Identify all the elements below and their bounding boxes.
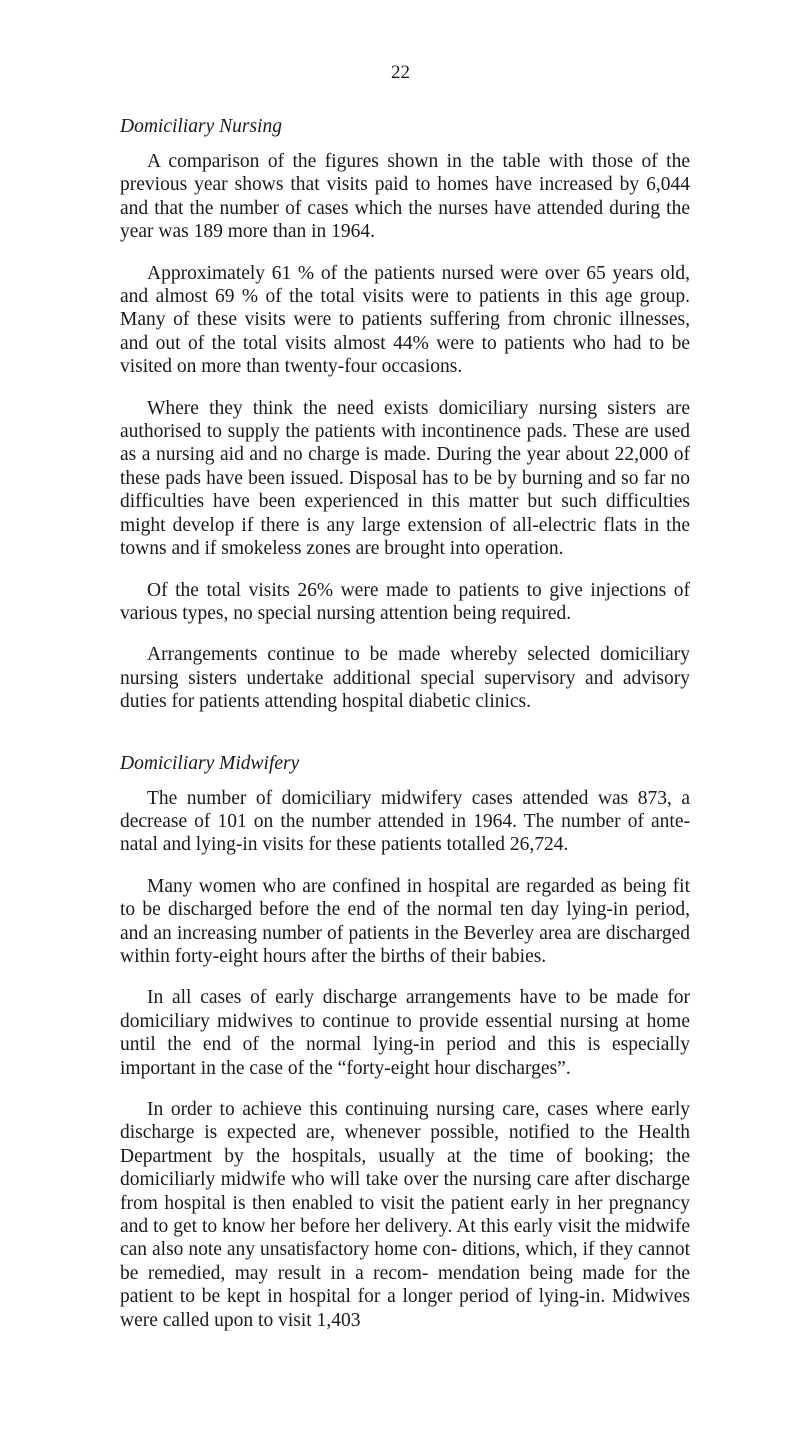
section-domiciliary-nursing: [120, 114, 690, 714]
paragraph: Many women who are confined in hospital are regarded as being fit to be discharged before the end of the normal ten day lying-in period, and an increasing number of patients in the Beverley area are discharged within forty-eight hours after the births of their babies.: [120, 875, 690, 967]
paragraph: Where they think the need exists domiciliary nursing sisters are authorised to supply the patients with incontinence pads. These are used as a nursing aid and no charge is made. During the year about 22,000 of these pads have been issued. Disposal has to be by burning and so far no difficulties have been experienced in this matter but such difficulties might develop if there is any large extension of all-electric flats in the towns and if smokeless zones are brought into operation.: [120, 397, 690, 560]
section-heading: Domiciliary Nursing: [120, 116, 282, 137]
paragraph: Of the total visits 26% were made to patients to give injections of various types, no special nursing attention being required.: [120, 579, 690, 624]
paragraph: Approximately 61 % of the patients nursed were over 65 years old, and almost 69 % of the total visits were to patients in this age group. Many of these visits were to patients suffering from chronic illnesses, and out of the total visits almost 44% were to patients who had to be visited on more than twenty-four occasions.: [120, 262, 690, 378]
section-domiciliary-midwifery: [120, 751, 690, 1333]
paragraph: In all cases of early discharge arrangements have to be made for domiciliary midwives to continue to provide essential nursing at home until the end of the normal lying-in period and this is especially important in the case of the “forty-eight hour discharges”.: [120, 987, 690, 1079]
page-number: 22: [391, 62, 410, 83]
paragraph: The number of domiciliary midwifery cases attended was 873, a decrease of 101 on the number attended in 1964. The number of ante-natal and lying-in visits for these patients totalled 26,724.: [120, 787, 690, 856]
section-heading: Domiciliary Midwifery: [120, 752, 300, 774]
paragraph: In order to achieve this continuing nursing care, cases where early discharge is expected are, whenever possible, notified to the Health Department by the hospitals, usually at the time of booking; the domiciliarly midwife who will take over the nursing care after discharge from hospital is then enabled to visit the patient early in her pregnancy and to get to know her before her delivery. At this early visit the midwife can also note any unsatisfactory home con- ditions, which, if they cannot be remedied, may result in a recom- mendation being made for the patient to be kept in hospital for a longer period of lying-in. Midwives were called upon to visit 1,403: [120, 1099, 690, 1331]
paragraph: A comparison of the figures shown in the table with those of the previous year shows that visits paid to homes have increased by 6,044 and that the number of cases which the nurses have attended during the year was 189 more than in 1964.: [120, 151, 690, 243]
page-body: [120, 114, 690, 1350]
paragraph: Arrangements continue to be made whereby selected domiciliary nursing sisters undertake additional special supervisory and advisory duties for patients attending hospital diabetic clinics.: [120, 644, 690, 713]
